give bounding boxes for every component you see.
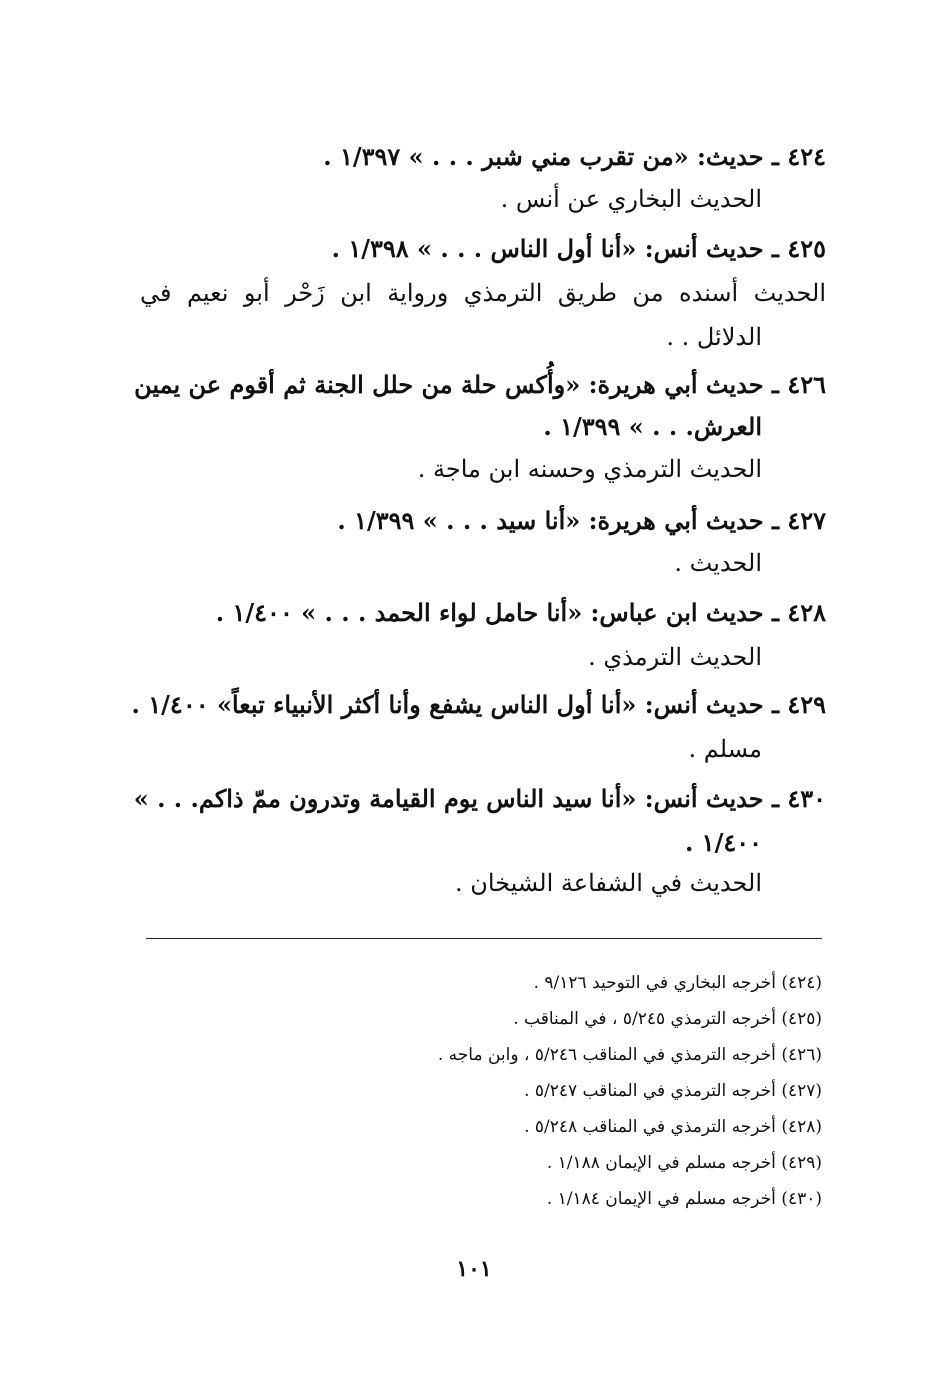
page-number: ١٠١ — [456, 1256, 492, 1282]
footnote-427: (٤٢٧) أخرجه الترمذي في المناقب ٥/٢٤٧ . — [524, 1081, 822, 1101]
entry-429-heading: ٤٢٩ ـ حديث أنس: «أنا أول الناس يشفع وأنا أكثر الأنبياء تبعاً» ١/٤٠٠ . — [131, 690, 826, 719]
footnote-429: (٤٢٩) أخرجه مسلم في الإيمان ١/١٨٨ . — [546, 1153, 822, 1173]
entry-425-note-line-2: الدلائل . . — [666, 323, 762, 351]
entry-427-heading: ٤٢٧ ـ حديث أبي هريرة: «أنا سيد . . . » ١/٣٩٩ . — [337, 506, 826, 535]
entry-426-heading-line-2: العرش. . . » ١/٣٩٩ . — [543, 412, 762, 441]
entry-430-note: الحديث في الشفاعة الشيخان . — [454, 869, 762, 897]
entry-426-heading-line-1: ٤٢٦ ـ حديث أبي هريرة: «وأُكس حلة من حلل الجنة ثم أقوم عن يمين — [134, 370, 826, 399]
entry-424-heading: ٤٢٤ ـ حديث: «من تقرب مني شبر . . . » ١/٣٩٧ . — [323, 142, 826, 171]
footnote-424: (٤٢٤) أخرجه البخاري في التوحيد ٩/١٢٦ . — [533, 973, 822, 993]
footnote-separator — [146, 938, 822, 939]
entry-427-note: الحديث . — [674, 549, 762, 577]
footnote-426: (٤٢٦) أخرجه الترمذي في المناقب ٥/٢٤٦ ، وابن ماجه . — [437, 1045, 822, 1065]
footnote-428: (٤٢٨) أخرجه الترمذي في المناقب ٥/٢٤٨ . — [524, 1117, 822, 1137]
entry-424-note: الحديث البخاري عن أنس . — [500, 185, 762, 213]
entry-430-heading-line-1: ٤٣٠ ـ حديث أنس: «أنا سيد الناس يوم القيامة وتدرون ممّ ذاكم. . . » — [133, 784, 826, 813]
entry-425-note-line-1: الحديث أسنده من طريق الترمذي ورواية ابن زَحْر أبو نعيم في — [140, 279, 826, 307]
entry-430-heading-line-2: ١/٤٠٠ . — [684, 828, 762, 857]
footnote-430: (٤٣٠) أخرجه مسلم في الإيمان ١/١٨٤ . — [546, 1189, 822, 1209]
entry-425-heading: ٤٢٥ ـ حديث أنس: «أنا أول الناس . . . » ١/٣٩٨ . — [331, 234, 826, 263]
entry-426-note: الحديث الترمذي وحسنه ابن ماجة . — [417, 455, 762, 483]
entry-429-note: مسلم . — [688, 735, 762, 763]
entry-428-note: الحديث الترمذي . — [588, 643, 762, 671]
footnote-425: (٤٢٥) أخرجه الترمذي ٥/٢٤٥ ، في المناقب . — [513, 1009, 822, 1029]
entry-428-heading: ٤٢٨ ـ حديث ابن عباس: «أنا حامل لواء الحمد . . . » ١/٤٠٠ . — [215, 598, 826, 627]
